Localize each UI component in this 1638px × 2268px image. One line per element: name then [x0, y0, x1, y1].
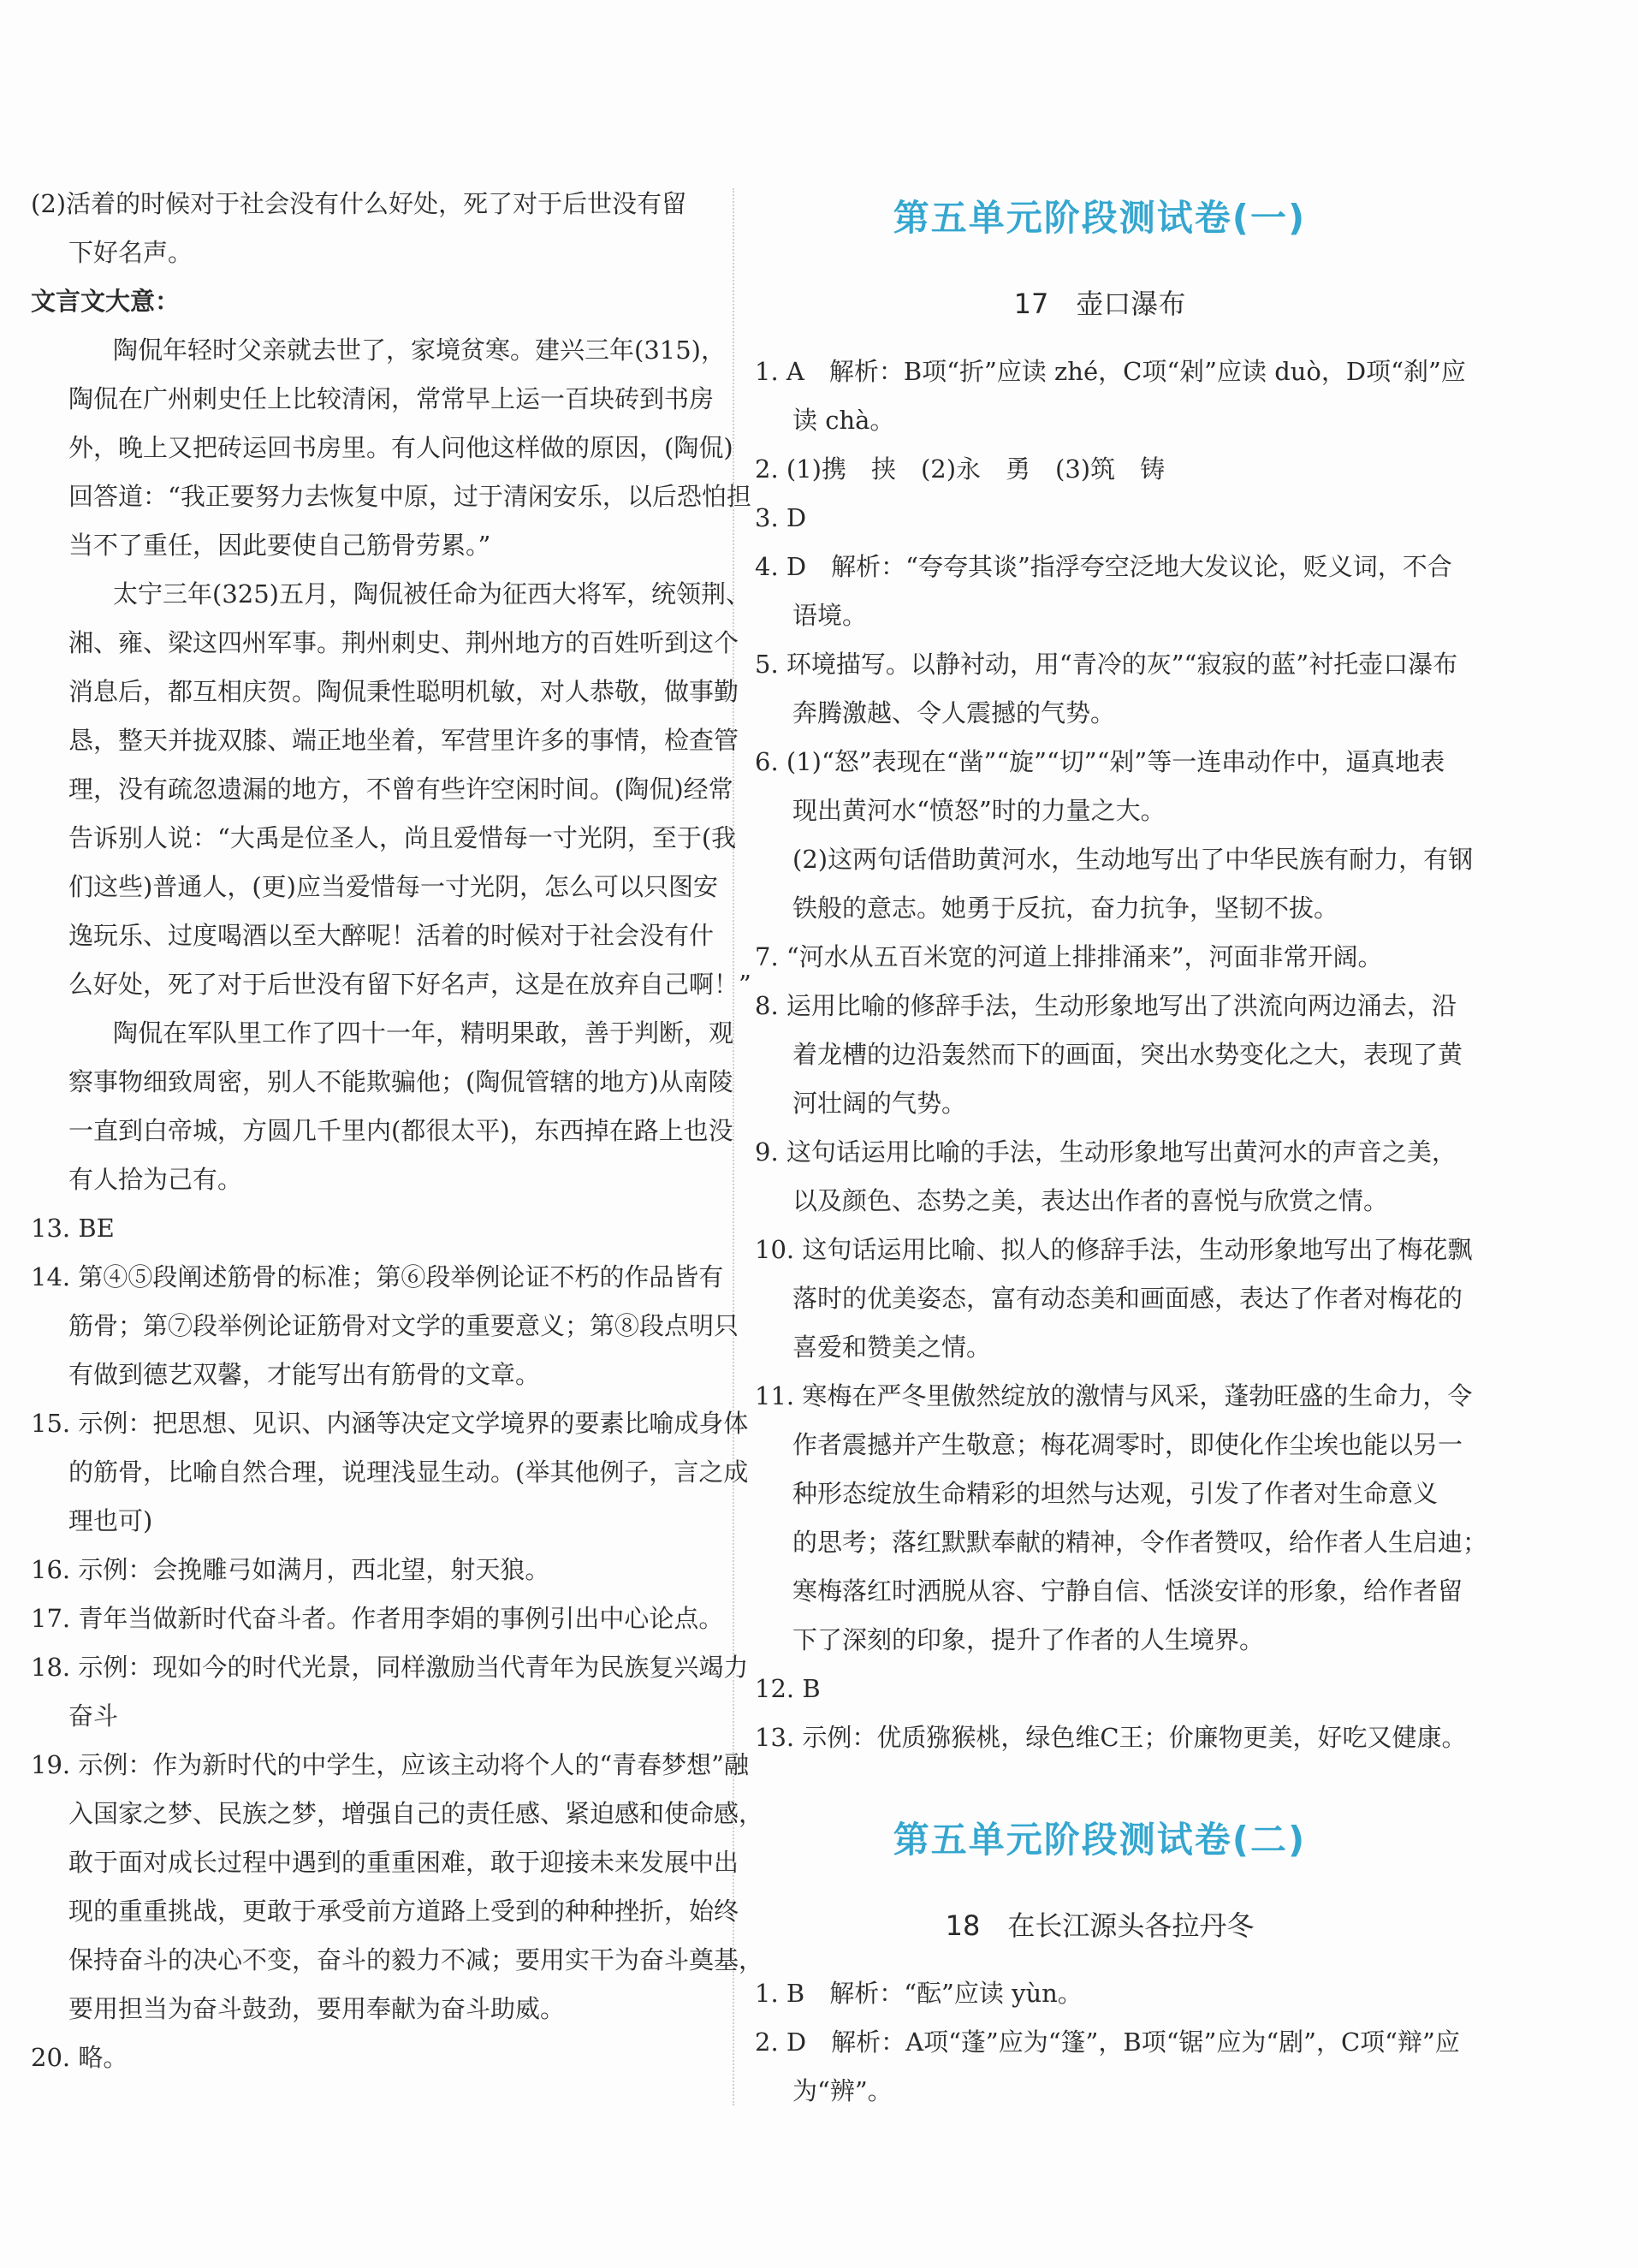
text-line: 奋斗: [68, 1701, 119, 1731]
text-line: 陶侃在广州刺史任上比较清闲，常常早上运一百块砖到书房: [68, 384, 715, 413]
answer-item: 19. 示例：作为新时代的中学生，应该主动将个人的“青春梦想”融: [31, 1750, 749, 1779]
text-line: 消息后，都互相庆贺。陶侃秉性聪明机敏，对人恭敬，做事勤: [68, 677, 739, 706]
text-line: (2)活着的时候对于社会没有什么好处，死了对于后世没有留: [31, 189, 687, 218]
text-line: 的筋骨，比喻自然合理，说理浅显生动。(举其他例子，言之成: [68, 1458, 749, 1487]
answer-item: 9. 这句话运用比喻的手法，生动形象地写出黄河水的声音之美，: [755, 1137, 1457, 1167]
text-line: 落时的优美姿态，富有动态美和画面感，表达了作者对梅花的: [792, 1284, 1463, 1313]
answer-item: 17. 青年当做新时代奋斗者。作者用李娟的事例引出中心论点。: [31, 1604, 724, 1633]
text-line: 外，晚上又把砖运回书房里。有人问他这样做的原因，(陶侃): [68, 433, 733, 462]
text-line: 河壮阔的气势。: [792, 1089, 967, 1118]
left-column: [31, 180, 764, 2082]
text-line: 着龙槽的边沿轰然而下的画面，突出水势变化之大，表现了黄: [792, 1040, 1463, 1069]
text-line: 要用担当为奋斗鼓劲，要用奉献为奋斗助威。: [68, 1994, 566, 2023]
text-line: 察事物细致周密，别人不能欺骗他；(陶侃管辖的地方)从南陵: [68, 1067, 733, 1096]
text-line: 奔腾激越、令人震撼的气势。: [792, 698, 1116, 727]
answer-item: 5. 环境描写。以静衬动，用“青冷的灰”“寂寂的蓝”衬托壶口瀑布: [755, 650, 1458, 679]
answer-item: 1. B 解析：“酝”应读 yùn。: [755, 1979, 1083, 2008]
right-column: [755, 180, 1488, 2116]
text-line: 逸玩乐、过度喝酒以至大醉呢！活着的时候对于社会没有什: [68, 921, 715, 950]
text-line: 下了深刻的印象，提升了作者的人生境界。: [792, 1625, 1265, 1654]
text-line: 筋骨；第⑦段举例论证筋骨对文学的重要意义；第⑧段点明只: [68, 1311, 739, 1340]
answer-item: 4. D 解析：“夸夸其谈”指浮夸空泛地大发议论，贬义词，不合: [755, 552, 1452, 581]
text-line: 回答道：“我正要努力去恢复中原，过于清闲安乐，以后恐怕担: [68, 482, 751, 511]
answer-item: 16. 示例：会挽雕弓如满月，西北望，射天狼。: [31, 1555, 550, 1584]
text-line: 有人拾为己有。: [68, 1165, 243, 1194]
text-line: 当不了重任，因此要使自己筋骨劳累。”: [68, 531, 491, 560]
text-line: 有做到德艺双馨，才能写出有筋骨的文章。: [68, 1360, 541, 1389]
section-title: 第五单元阶段测试卷(二): [893, 1819, 1307, 1861]
section-heading: 文言文大意：: [31, 287, 181, 316]
text-line: 陶侃在军队里工作了四十一年，精明果敢，善于判断，观: [113, 1018, 734, 1048]
lesson-title: 18 在长江源头各拉丹冬: [945, 1909, 1255, 1942]
text-line: 以及颜色、态势之美，表达出作者的喜悦与欣赏之情。: [792, 1186, 1389, 1215]
text-line: 湘、雍、梁这四州军事。荆州刺史、荆州地方的百姓听到这个: [68, 628, 739, 657]
text-line: 寒梅落红时洒脱从容、宁静自信、恬淡安详的形象，给作者留: [792, 1576, 1463, 1606]
section-title: 第五单元阶段测试卷(一): [893, 197, 1307, 239]
text-line: 入国家之梦、民族之梦，增强自己的责任感、紧迫感和使命感，: [68, 1799, 764, 1828]
text-line: 现出黄河水“愤怒”时的力量之大。: [792, 796, 1166, 825]
answer-item: 6. (1)“怒”表现在“凿”“旋”“切”“剁”等一连串动作中，逼真地表: [755, 747, 1445, 776]
text-line: 读 chà。: [792, 406, 895, 435]
answer-item: 3. D: [755, 503, 807, 532]
text-line: 理也可): [68, 1506, 153, 1535]
text-line: 陶侃年轻时父亲就去世了，家境贫寒。建兴三年(315)，: [113, 335, 726, 365]
answer-item: 13. 示例：优质猕猴桃，绿色维C王；价廉物更美，好吃又健康。: [755, 1723, 1467, 1752]
text-line: 为“辨”。: [792, 2076, 893, 2105]
answer-item: 12. B: [755, 1674, 821, 1703]
answer-item: 7. “河水从五百米宽的河道上排排涌来”，河面非常开阔。: [755, 942, 1383, 971]
text-line: 敢于面对成长过程中遇到的重重困难，敢于迎接未来发展中出: [68, 1848, 739, 1877]
text-line: 么好处，死了对于后世没有留下好名声，这是在放弃自己啊！”: [68, 970, 751, 999]
answer-item: 18. 示例：现如今的时代光景，同样激励当代青年为民族复兴竭力: [31, 1653, 749, 1682]
text-line: (2)这两句话借助黄河水，生动地写出了中华民族有耐力，有钢: [792, 845, 1474, 874]
text-line: 铁般的意志。她勇于反抗，奋力抗争，坚韧不拔。: [792, 894, 1339, 923]
text-line: 喜爱和赞美之情。: [792, 1333, 992, 1362]
answer-item: 15. 示例：把思想、见识、内涵等决定文学境界的要素比喻成身体: [31, 1409, 749, 1438]
text-line: 理，没有疏忽遗漏的地方，不曾有些许空闲时间。(陶侃)经常: [68, 775, 733, 804]
answer-item: 10. 这句话运用比喻、拟人的修辞手法，生动形象地写出了梅花飘: [755, 1235, 1473, 1264]
lesson-title: 17 壶口瀑布: [1013, 288, 1186, 320]
answer-item: 2. D 解析：A项“蓬”应为“篷”，B项“锯”应为“剧”，C项“辩”应: [755, 2028, 1460, 2057]
text-line: 语境。: [792, 601, 868, 630]
text-line: 恳，整天并拢双膝、端正地坐着，军营里许多的事情，检查管: [68, 726, 739, 755]
answer-item: 2. (1)携 挟 (2)永 勇 (3)筑 铸: [755, 454, 1166, 484]
text-line: 下好名声。: [68, 238, 193, 267]
answer-item: 8. 运用比喻的修辞手法，生动形象地写出了洪流向两边涌去，沿: [755, 991, 1457, 1020]
text-line: 种形态绽放生命精彩的坦然与达观，引发了作者对生命意义: [792, 1479, 1439, 1508]
text-line: 作者震撼并产生敬意；梅花凋零时，即使化作尘埃也能以另一: [792, 1430, 1463, 1459]
answer-item: 1. A 解析：B项“折”应读 zhé，C项“剁”应读 duò，D项“刹”应: [755, 357, 1466, 386]
text-line: 现的重重挑战，更敢于承受前方道路上受到的种种挫折，始终: [68, 1897, 739, 1926]
answer-item: 13. BE: [31, 1214, 115, 1243]
answer-item: 14. 第④⑤段阐述筋骨的标准；第⑥段举例论证不朽的作品皆有: [31, 1262, 724, 1291]
answer-item: 11. 寒梅在严冬里傲然绽放的激情与风采，蓬勃旺盛的生命力，令: [755, 1381, 1473, 1410]
text-line: 的思考；落红默默奉献的精神，令作者赞叹，给作者人生启迪；: [792, 1528, 1488, 1557]
text-line: 保持奋斗的决心不变，奋斗的毅力不减；要用实干为奋斗奠基，: [68, 1945, 764, 1974]
text-line: 告诉别人说：“大禹是位圣人，尚且爱惜每一寸光阴，至于(我: [68, 823, 737, 852]
answer-item: 20. 略。: [31, 2043, 128, 2072]
text-line: 一直到白帝城，方圆几千里内(都很太平)，东西掉在路上也没: [68, 1116, 733, 1145]
text-line: 们这些)普通人，(更)应当爱惜每一寸光阴，怎么可以只图安: [68, 872, 718, 901]
text-line: 太宁三年(325)五月，陶侃被任命为征西大将军，统领荆、: [113, 579, 751, 609]
